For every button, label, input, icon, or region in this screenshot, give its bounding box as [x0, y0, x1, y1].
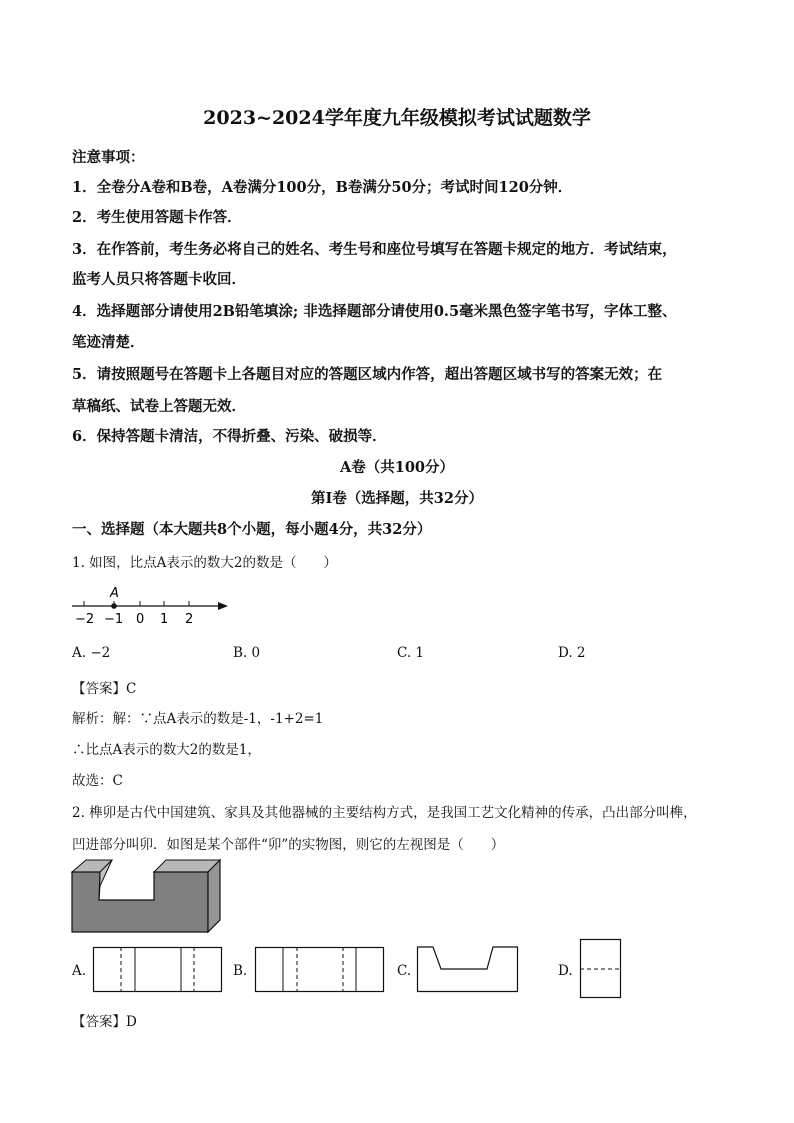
volume-a-heading: A卷（共100分）	[339, 459, 455, 476]
tick-label: 2	[185, 612, 194, 627]
q1-stem: 1. 如图，比点A表示的数大2的数是（ ）	[72, 555, 338, 571]
q1-option-b: B. 0	[233, 645, 261, 661]
q2-option-d-label: D.	[558, 963, 573, 979]
q2-stem-line-2: 凹进部分叫卯．如图是某个部件“卯”的实物图，则它的左视图是（ ）	[72, 837, 505, 853]
point-a-dot	[111, 603, 117, 609]
q2-option-a-label: A.	[72, 963, 87, 979]
notice-item-3: 3．在作答前，考生务必将自己的姓名、考生号和座位号填写在答题卡规定的地方．考试结束，	[72, 241, 677, 258]
tick-label: 1	[160, 612, 169, 627]
solid-front-face	[72, 872, 208, 932]
part-one-heading: 第Ⅰ卷（选择题，共32分）	[311, 490, 483, 507]
q2-option-b-figure	[255, 947, 385, 993]
point-a-label: A	[110, 586, 119, 601]
q2-option-c-figure	[417, 945, 519, 993]
tick-label: 0	[136, 612, 145, 627]
mortise-solid-figure	[72, 860, 224, 935]
notice-item-4-cont: 笔迹清楚．	[72, 334, 145, 351]
q2-answer: 【答案】D	[72, 1014, 137, 1030]
solid-side-face	[208, 860, 220, 932]
q2-option-a-figure	[93, 947, 223, 993]
q1-analysis-line-1: 解析：解：∵点A表示的数是-1，-1+2=1	[72, 711, 324, 727]
page-title: 2023~2024学年度九年级模拟考试试题数学	[203, 107, 591, 129]
tick-label: −2	[75, 612, 95, 627]
q2-option-c-label: C.	[397, 963, 412, 979]
q1-analysis-line-2: ∴比点A表示的数大2的数是1，	[72, 742, 261, 758]
notice-item-5-cont: 草稿纸、试卷上答题无效．	[72, 398, 246, 415]
notice-item-4: 4．选择题部分请使用2B铅笔填涂; 非选择题部分请使用0.5毫米黑色签字笔书写，字体工整、	[72, 303, 677, 320]
notice-item-1: 1．全卷分A卷和B卷，A卷满分100分，B卷满分50分；考试时间120分钟．	[72, 179, 573, 196]
notice-item-6: 6．保持答题卡清洁，不得折叠、污染、破损等．	[72, 428, 387, 445]
q2-stem-line-1: 2. 榫卯是古代中国建筑、家具及其他器械的主要结构方式，是我国工艺文化精神的传承，凸出部分叫榫，	[72, 805, 697, 821]
notice-heading: 注意事项：	[72, 149, 145, 166]
notice-item-2: 2．考生使用答题卡作答．	[72, 209, 242, 226]
q1-analysis-line-3: 故选：C	[72, 773, 123, 789]
q1-option-c: C. 1	[397, 645, 425, 661]
notice-item-5: 5．请按照题号在答题卡上各题目对应的答题区域内作答，超出答题区域书写的答案无效；在	[72, 366, 663, 383]
arrow-right-icon	[218, 602, 228, 610]
q2-option-d-figure	[580, 939, 622, 999]
q1-answer: 【答案】C	[72, 681, 137, 697]
q1-option-d: D. 2	[558, 645, 586, 661]
section-one-heading: 一、选择题（本大题共8个小题，每小题4分，共32分）	[72, 521, 432, 538]
notice-item-3-cont: 监考人员只将答题卡收回．	[72, 271, 246, 288]
tick-label: −1	[104, 612, 124, 627]
q2-option-b-label: B.	[233, 963, 248, 979]
q1-option-a: A. −2	[72, 645, 111, 661]
q1-number-line	[72, 580, 242, 630]
